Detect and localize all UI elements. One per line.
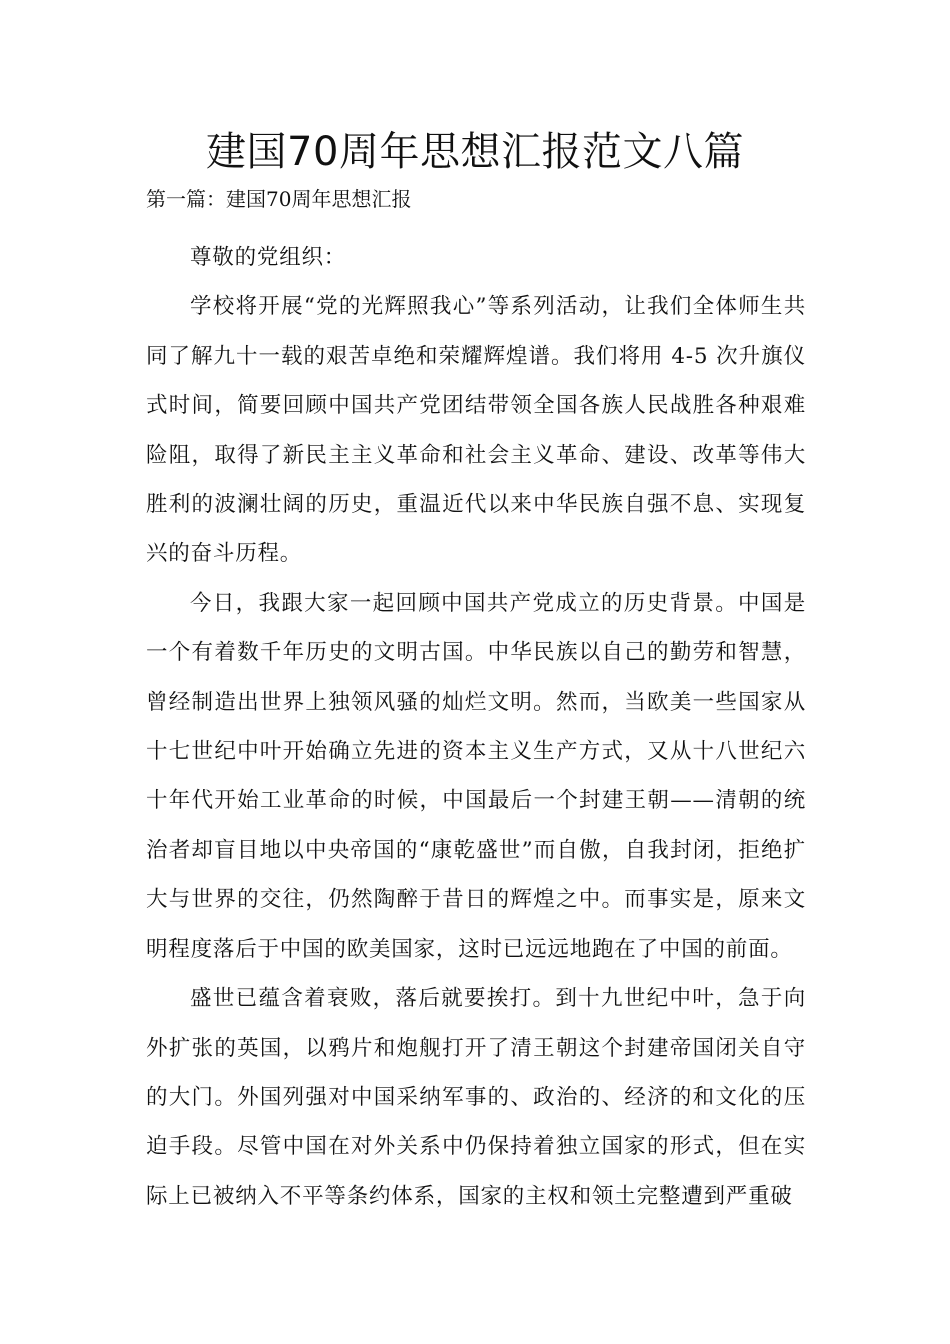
paragraph-1: 学校将开展“党的光辉照我心”等系列活动，让我们全体师生共同了解九十一载的艰苦卓绝和荣耀辉煌谱。我们将用 4-5 次升旗仪式时间，简要回顾中国共产党团结带领全国各族人民战胜各种艰难险阻，取得了新民主主义革命和社会主义革命、建设、改革等伟大胜利的波澜壮阔的历史，重温近代以来中华民族自强不息、实现复兴的奋斗历程。 xyxy=(146,294,806,567)
document-title: 建国70周年思想汇报范文八篇 xyxy=(206,129,744,175)
paragraph-3: 盛世已蕴含着衰败，落后就要挨打。到十九世纪中叶，急于向外扩张的英国，以鸦片和炮舰打开了清王朝这个封建帝国闭关自守的大门。外国列强对中国采纳军事的、政治的、经济的和文化的压迫手段。尽管中国在对外关系中仍保持着独立国家的形式，但在实际上已被纳入不平等条约体系，国家的主权和领土完整遭到严重破 xyxy=(146,986,806,1209)
salutation: 尊敬的党组织： xyxy=(190,245,347,270)
paragraph-2: 今日，我跟大家一起回顾中国共产党成立的历史背景。中国是一个有着数千年历史的文明古国。中华民族以自己的勤劳和智慧，曾经制造出世界上独领风骚的灿烂文明。然而，当欧美一些国家从十七世纪中叶开始确立先进的资本主义生产方式，又从十八世纪六十年代开始工业革命的时候，中国最后一个封建王朝——清朝的统治者却盲目地以中央帝国的“康乾盛世”而自傲，自我封闭，拒绝扩大与世界的交往，仍然陶醉于昔日的辉煌之中。而事实是，原来文明程度落后于中国的欧美国家，这时已远远地跑在了中国的前面。 xyxy=(146,590,806,962)
section-heading: 第一篇：建国70周年思想汇报 xyxy=(146,187,412,211)
document-body xyxy=(146,233,806,1221)
